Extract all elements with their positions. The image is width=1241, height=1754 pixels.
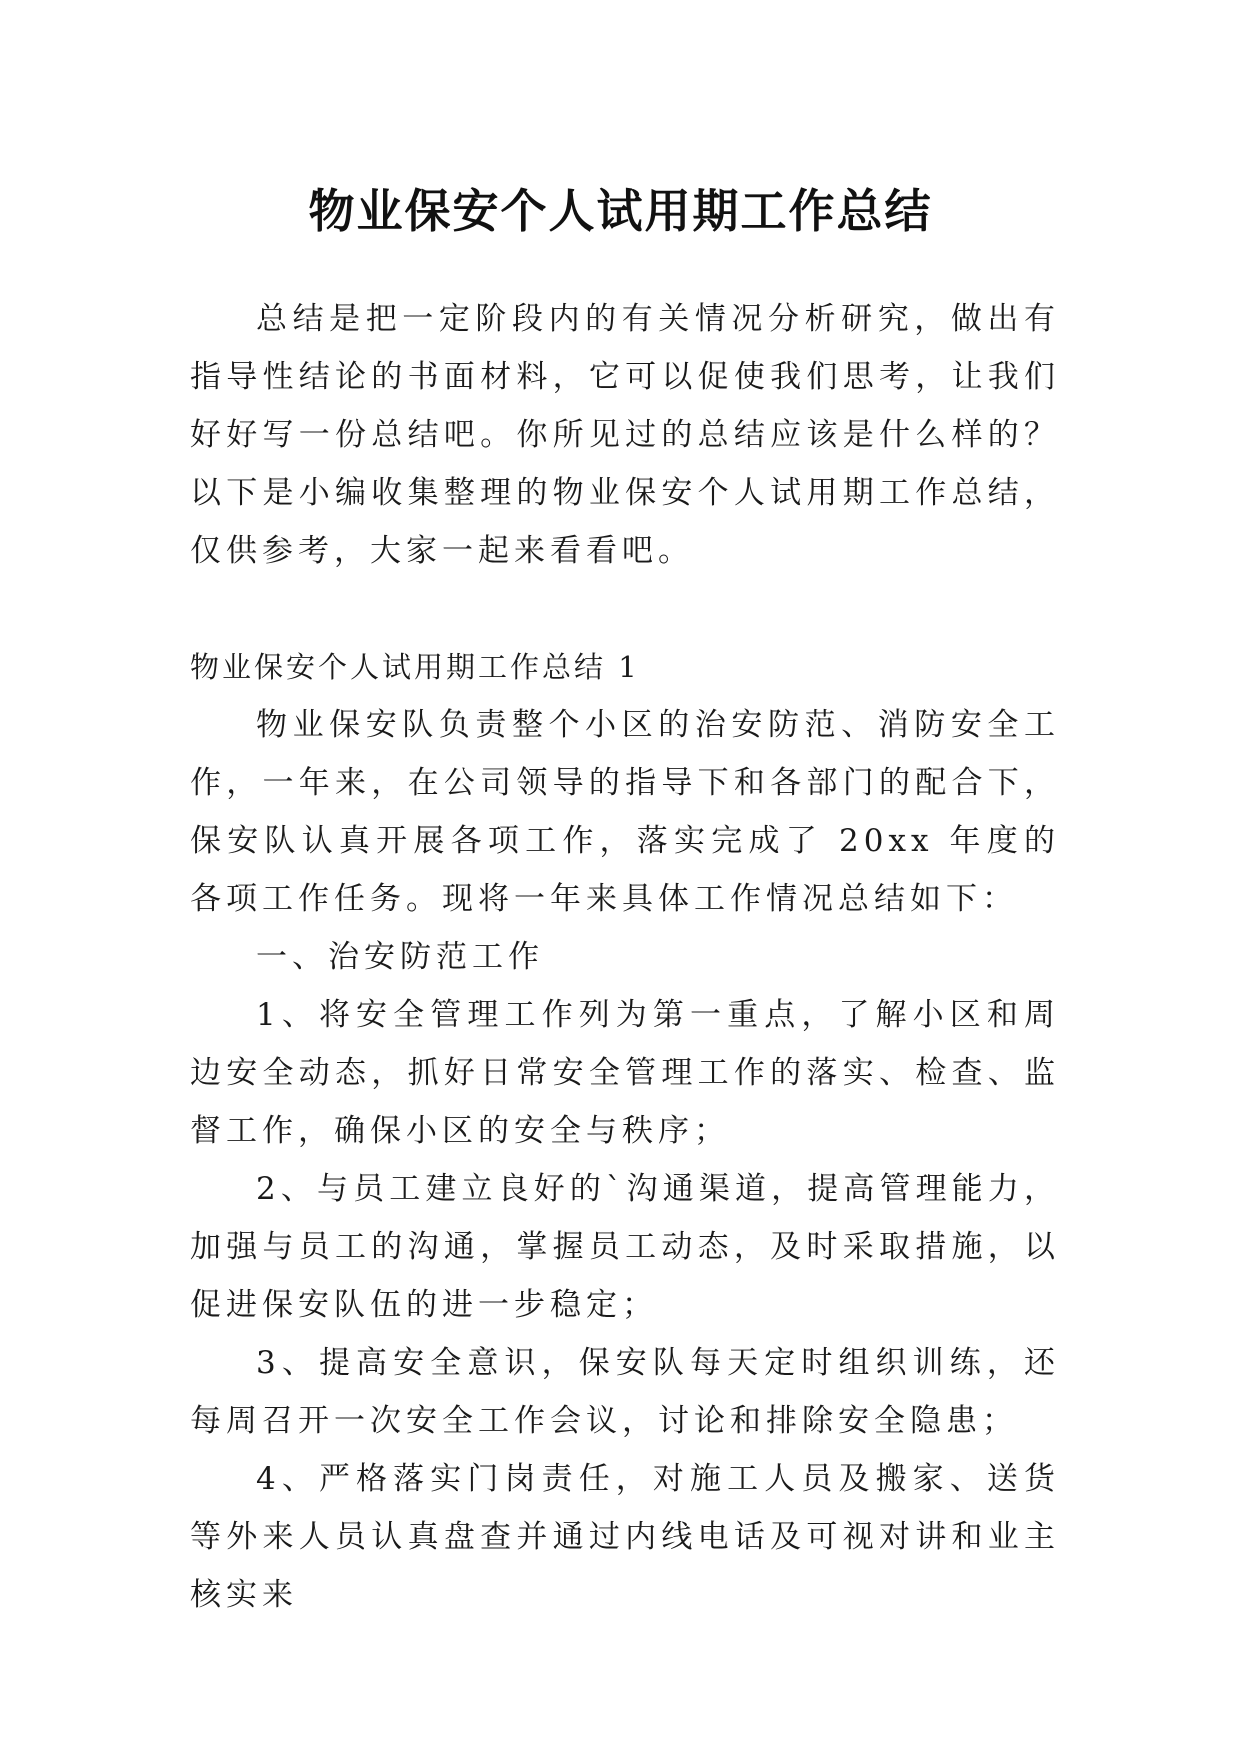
- body-paragraph: 4、严格落实门岗责任，对施工人员及搬家、送货等外来人员认真盘查并通过内线电话及可视对讲和业主核实来: [190, 1461, 1060, 1613]
- body-paragraph: 3、提高安全意识，保安队每天定时组织训练，还每周召开一次安全工作会议，讨论和排除安全隐患；: [190, 1345, 1060, 1439]
- body-paragraph: 2、与员工建立良好的`沟通渠道，提高管理能力，加强与员工的沟通，掌握员工动态，及时采取措施，以促进保安队伍的进一步稳定；: [190, 1171, 1060, 1323]
- body-paragraph: 物业保安队负责整个小区的治安防范、消防安全工作，一年来，在公司领导的指导下和各部门的配合下，保安队认真开展各项工作，落实完成了 20xx 年度的各项工作任务。现将一年来具体工作情况总结如下：: [190, 707, 1060, 917]
- subsection-heading: 一、治安防范工作: [256, 939, 544, 975]
- page-title: 物业保安个人试用期工作总结: [308, 183, 933, 238]
- document-body: [190, 290, 1060, 1624]
- body-paragraph: 1、将安全管理工作列为第一重点，了解小区和周边安全动态，抓好日常安全管理工作的落实、检查、监督工作，确保小区的安全与秩序；: [190, 997, 1060, 1149]
- section-heading: 物业保安个人试用期工作总结 1: [190, 650, 640, 684]
- intro-paragraph: 总结是把一定阶段内的有关情况分析研究，做出有指导性结论的书面材料，它可以促使我们思考，让我们好好写一份总结吧。你所见过的总结应该是什么样的？以下是小编收集整理的物业保安个人试用期工作总结，仅供参考，大家一起来看看吧。: [190, 301, 1060, 569]
